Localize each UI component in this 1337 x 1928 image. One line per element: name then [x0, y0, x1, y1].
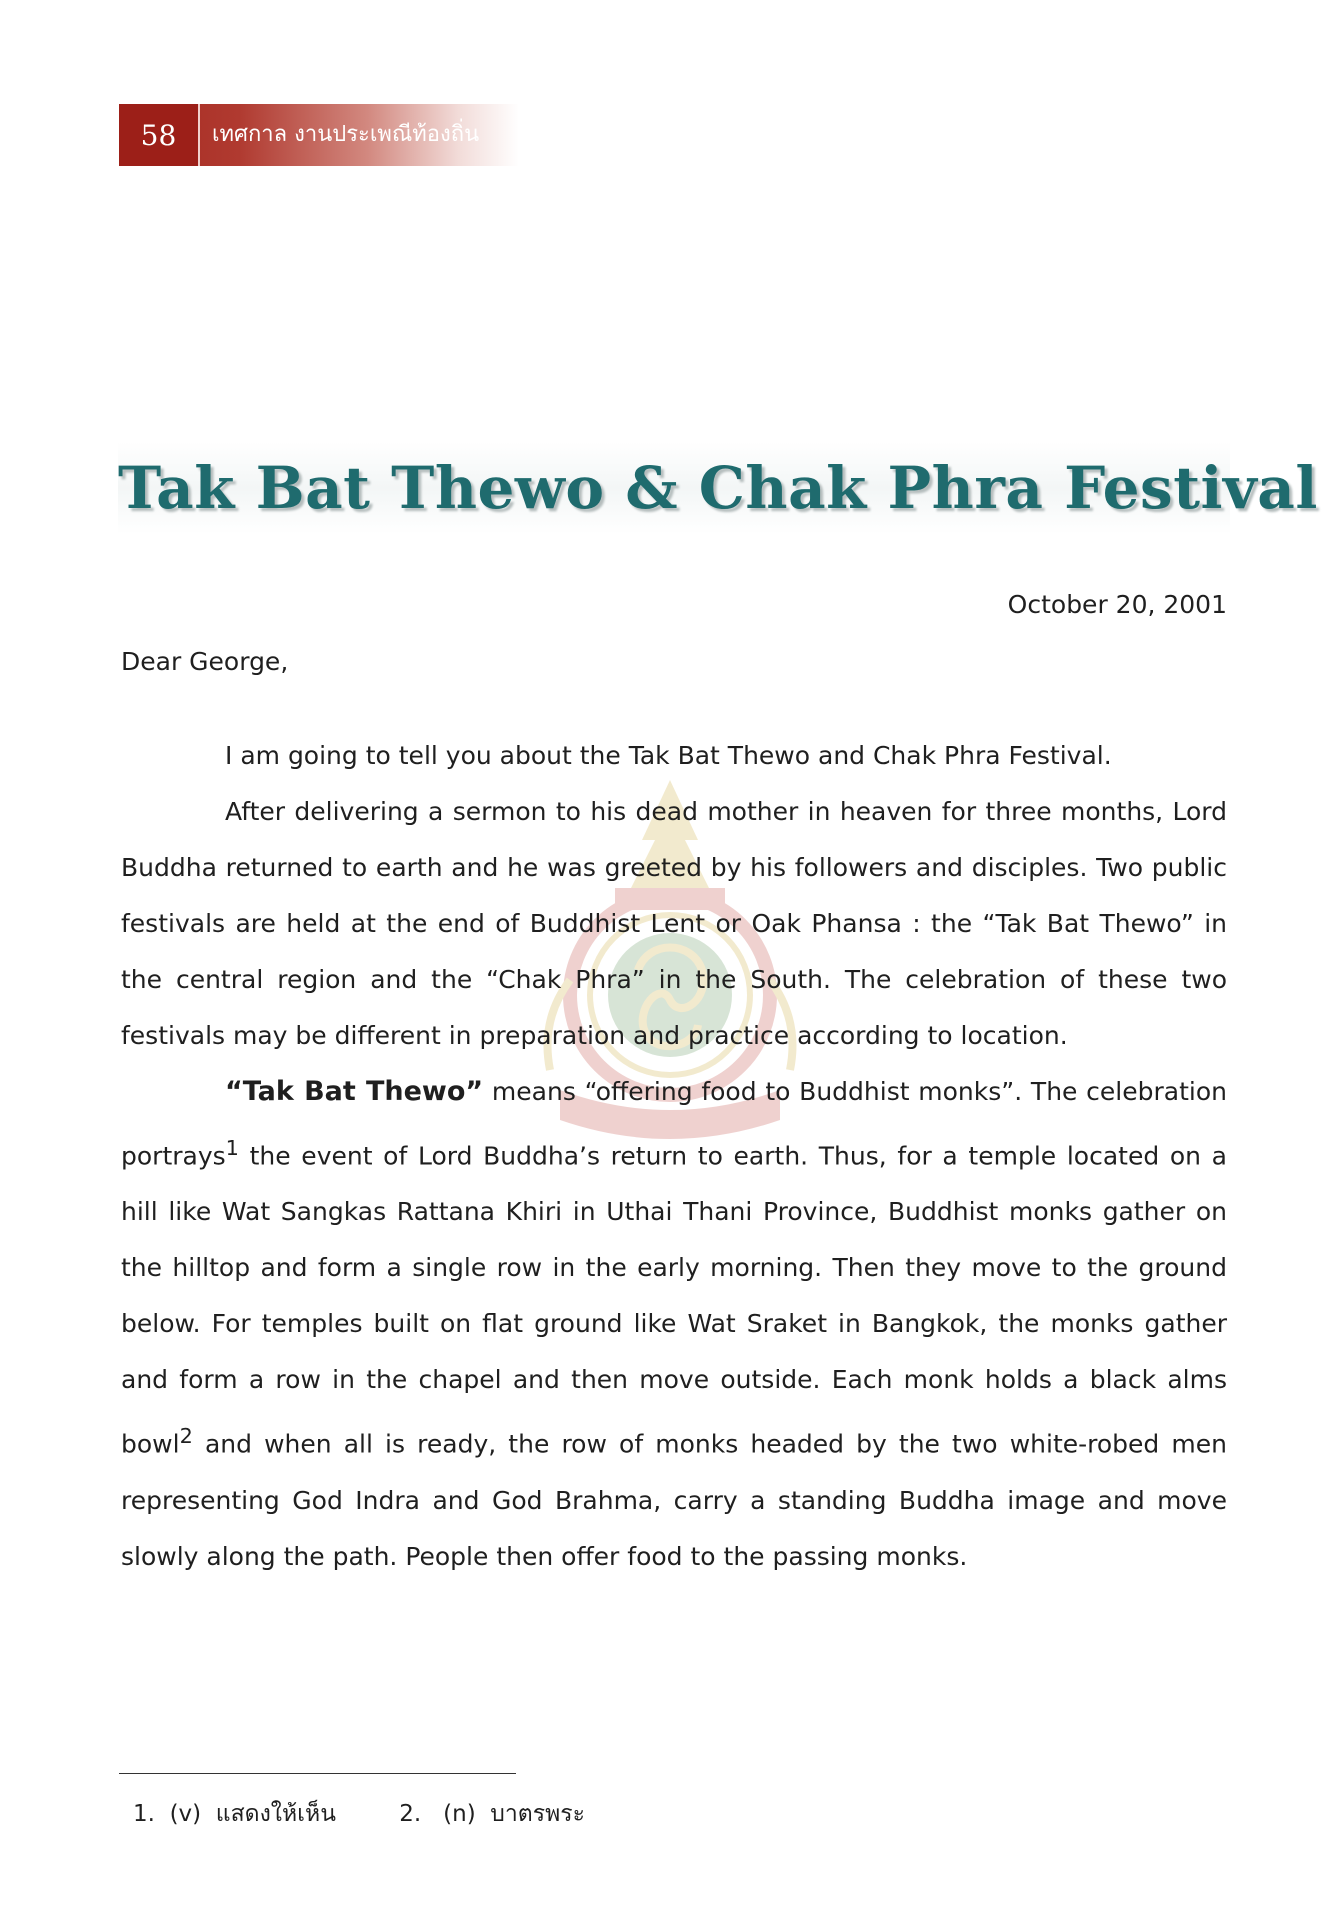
footnote-2 [399, 1796, 585, 1832]
paragraph-background: After delivering a sermon to his dead mother in heaven for three months, Lord Buddha returned to earth and he was greeted by his followers and disciples. Two public festivals are held at the end of Buddhist Lent or Oak Phansa : the “Tak Bat Thewo” in the central region and the “Chak Phra” in the South. The celebration of these two festivals may be different in preparation and practice according to location. [121, 797, 1227, 1050]
paragraph-text: the event of Lord Buddha’s return to earth. Thus, for a temple located on a hill like Wat Sangkas Rattana Khiri in Uthai Thani Province, Buddhist monks gather on the hilltop and form a single row in the early morning. Then they move to the ground below. For temples built on flat ground like Wat Sraket in Bangkok, the monks gather and form a row in the chapel and then move outside. Each monk holds a black alms bowl [121, 1141, 1227, 1459]
salutation: Dear George, [121, 647, 289, 676]
letter-body [121, 728, 1227, 1585]
footnote-number: 1. [133, 1801, 155, 1827]
section-title: เทศกาล งานประเพณีท้องถิ่น [212, 122, 480, 147]
header-divider [198, 104, 200, 166]
term-tak-bat-thewo: “Tak Bat Thewo” [225, 1076, 484, 1107]
footnotes [133, 1796, 585, 1832]
letter-date: October 20, 2001 [1007, 590, 1227, 619]
page-header [119, 104, 519, 166]
paragraph-text: and when all is ready, the row of monks headed by the two white-robed men representing God Indra and God Brahma, carry a standing Buddha image and move slowly along the path. People then offer food to the passing monks. [121, 1429, 1227, 1571]
footnote-meaning: แสดงให้เห็น [215, 1801, 336, 1827]
page-title: Tak Bat Thewo & Chak Phra Festival [118, 454, 1318, 522]
paragraph-intro: I am going to tell you about the Tak Bat Thewo and Chak Phra Festival. [225, 741, 1112, 770]
footnote-ref-2: 2 [179, 1424, 193, 1449]
footnote-rule [119, 1773, 516, 1774]
paragraph-tak-bat-thewo [121, 1064, 1227, 1585]
footnote-number: 2. [399, 1801, 422, 1827]
footnote-pos: (v) [169, 1801, 202, 1827]
paragraph-text: means “offering food to Buddhist monks”. The celebration portrays [121, 1077, 1227, 1171]
footnote-ref-1: 1 [225, 1136, 239, 1160]
page-number: 58 [119, 104, 198, 166]
footnote-1 [133, 1796, 336, 1832]
footnote-pos: (n) [443, 1801, 476, 1827]
footnote-meaning: บาตรพระ [490, 1801, 585, 1827]
